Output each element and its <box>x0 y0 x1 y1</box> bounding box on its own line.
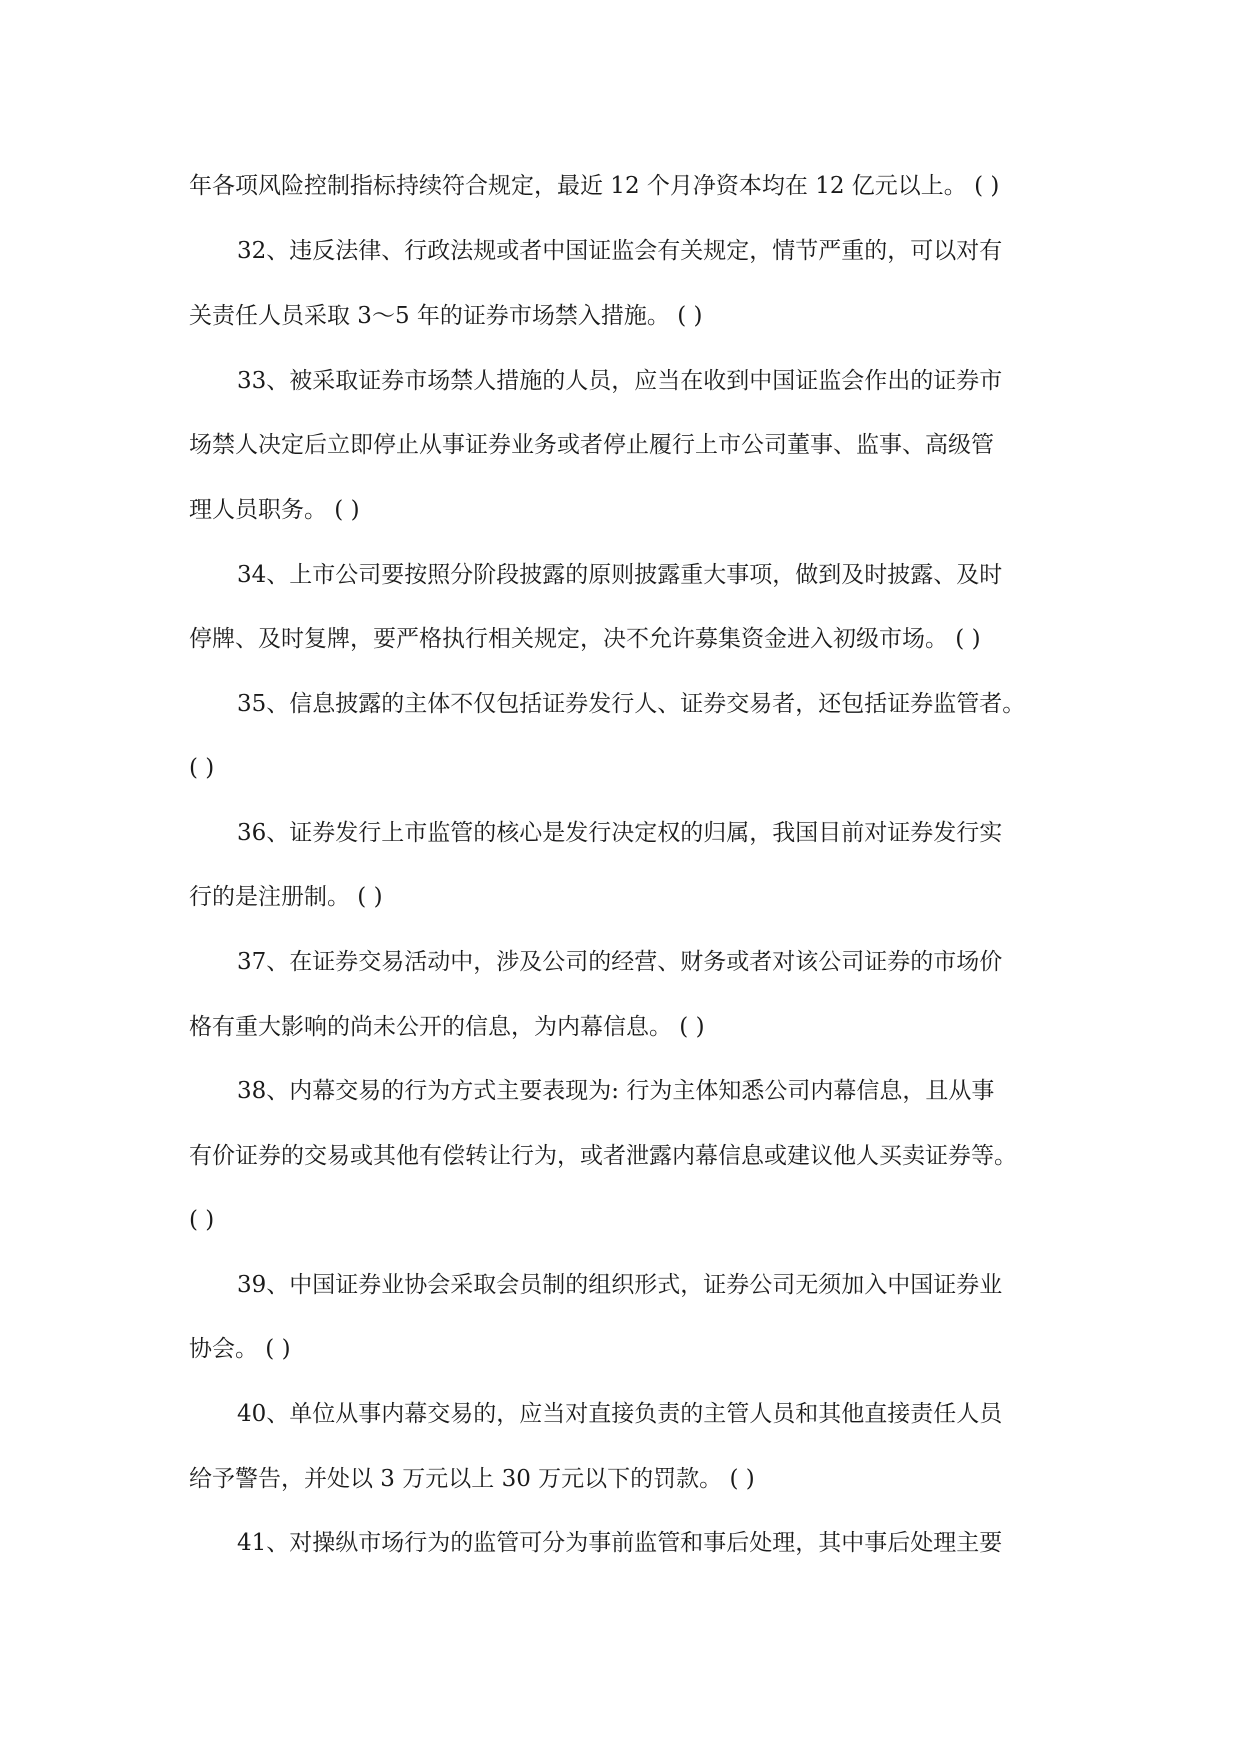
question-35-line-1: 35、信息披露的主体不仅包括证券发行人、证券交易者，还包括证券监管者。 <box>237 691 1026 717</box>
question-33-line-1: 33、被采取证券市场禁人措施的人员，应当在收到中国证监会作出的证券市 <box>237 368 1003 394</box>
question-38-line-1: 38、内幕交易的行为方式主要表现为: 行为主体知悉公司内幕信息，且从事 <box>237 1078 995 1104</box>
question-33-line-2: 场禁人决定后立即停止从事证券业务或者停止履行上市公司董事、监事、高级管 <box>189 432 994 458</box>
question-37-line-1: 37、在证券交易活动中，涉及公司的经营、财务或者对该公司证券的市场价 <box>237 949 1003 975</box>
question-38-line-3: ( ) <box>189 1207 215 1233</box>
question-34-line-2: 停牌、及时复牌，要严格执行相关规定，决不允许募集资金进入初级市场。 ( ) <box>189 626 981 652</box>
question-38-line-2: 有价证券的交易或其他有偿转让行为，或者泄露内幕信息或建议他人买卖证券等。 <box>189 1143 1017 1169</box>
question-39-line-1: 39、中国证券业协会采取会员制的组织形式，证券公司无须加入中国证券业 <box>237 1272 1003 1298</box>
question-32-line-2: 关责任人员采取 3～5 年的证券市场禁入措施。 ( ) <box>189 303 703 329</box>
question-32-line-1: 32、违反法律、行政法规或者中国证监会有关规定，情节严重的，可以对有 <box>237 238 1003 264</box>
text-line: 年各项风险控制指标持续符合规定，最近 12 个月净资本均在 12 亿元以上。 ( ) <box>189 173 1000 199</box>
question-36-line-1: 36、证券发行上市监管的核心是发行决定权的归属，我国目前对证券发行实 <box>237 820 1003 846</box>
question-40-line-2: 给予警告，并处以 3 万元以上 30 万元以下的罚款。 ( ) <box>189 1466 755 1492</box>
question-36-line-2: 行的是注册制。 ( ) <box>189 884 383 910</box>
question-40-line-1: 40、单位从事内幕交易的，应当对直接负责的主管人员和其他直接责任人员 <box>237 1401 1003 1427</box>
question-35-line-2: ( ) <box>189 755 215 781</box>
question-33-line-3: 理人员职务。 ( ) <box>189 497 360 523</box>
question-37-line-2: 格有重大影响的尚未公开的信息，为内幕信息。 ( ) <box>189 1014 705 1040</box>
question-34-line-1: 34、上市公司要按照分阶段披露的原则披露重大事项，做到及时披露、及时 <box>237 562 1003 588</box>
question-39-line-2: 协会。 ( ) <box>189 1336 291 1362</box>
question-41-line-1: 41、对操纵市场行为的监管可分为事前监管和事后处理，其中事后处理主要 <box>237 1530 1003 1556</box>
